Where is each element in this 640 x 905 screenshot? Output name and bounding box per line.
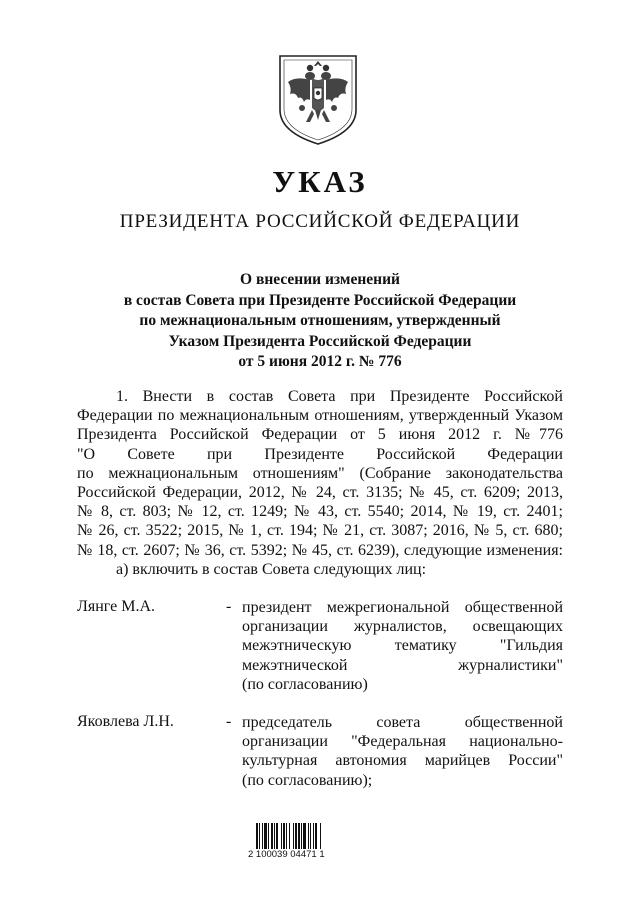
decree-title: УКАЗ — [272, 164, 368, 199]
description-line: организации журналистов, освещающих — [242, 618, 563, 636]
coat-of-arms-emblem — [276, 52, 360, 146]
body-line: "О Совете при Президенте Российской Федерации — [77, 445, 563, 463]
barcode-icon — [256, 823, 352, 849]
description-line: организации "Федеральная национально- — [242, 733, 563, 751]
description-line: межэтнической журналистики" — [242, 656, 563, 674]
heading-line: от 5 июня 2012 г. № 776 — [238, 353, 402, 370]
member-description — [242, 713, 563, 790]
description-line: председатель совета общественной — [242, 714, 563, 731]
description-line: культурная автономия марийцев России" — [242, 752, 563, 770]
body-line: 1. Внести в состав Совета при Президенте Российской — [116, 388, 563, 405]
body-line: Российской Федерации, 2012, № 24, ст. 3135; № 45, ст. 6209; 2013, — [77, 483, 563, 501]
decree-subtitle: ПРЕЗИДЕНТА РОССИЙСКОЙ ФЕДЕРАЦИИ — [119, 211, 521, 232]
member-dash: - — [226, 713, 232, 730]
body-line: Президента Российской Федерации от 5 июня 2012 г. №776 — [77, 426, 563, 444]
heading-line: О внесении изменений — [240, 271, 400, 288]
document-heading — [0, 270, 640, 373]
body-line: а) включить в состав Совета следующих лиц: — [116, 560, 427, 578]
member-dash: - — [226, 598, 232, 615]
body-line: № 26, ст. 3522; 2015, № 1, ст. 194; № 21, ст. 3087; 2016, № 5, ст. 680; — [77, 522, 563, 540]
body-paragraph — [77, 387, 563, 579]
barcode-number: 2 100039 04471 1 — [248, 849, 325, 860]
member-name: Яковлева Л.Н. — [77, 713, 174, 730]
heading-line: в состав Совета при Президенте Российской Федерации — [123, 291, 517, 309]
heading-line: по межнациональным отношениям, утвержденный — [139, 312, 501, 329]
member-name: Лянге М.А. — [77, 598, 156, 615]
description-line: (по согласованию) — [242, 675, 368, 693]
description-line: межэтническую тематику "Гильдия — [242, 637, 563, 655]
body-line: по межнациональным отношениям" (Собрание законодательства — [77, 464, 563, 482]
body-line: Федерации по межнациональным отношениям, утвержденный Указом — [77, 407, 563, 425]
description-line: (по согласованию); — [242, 771, 373, 789]
heading-line: Указом Президента Российской Федерации — [168, 332, 472, 350]
member-description — [242, 598, 563, 694]
body-line: № 18, ст. 2607; № 36, ст. 5392; № 45, ст. 6239), следующие изменения: — [77, 541, 563, 559]
description-line: президент межрегиональной общественной — [242, 599, 563, 616]
body-line: № 8, ст. 803; № 12, ст. 1249; № 43, ст. 5540; 2014, № 19, ст. 2401; — [77, 503, 563, 521]
